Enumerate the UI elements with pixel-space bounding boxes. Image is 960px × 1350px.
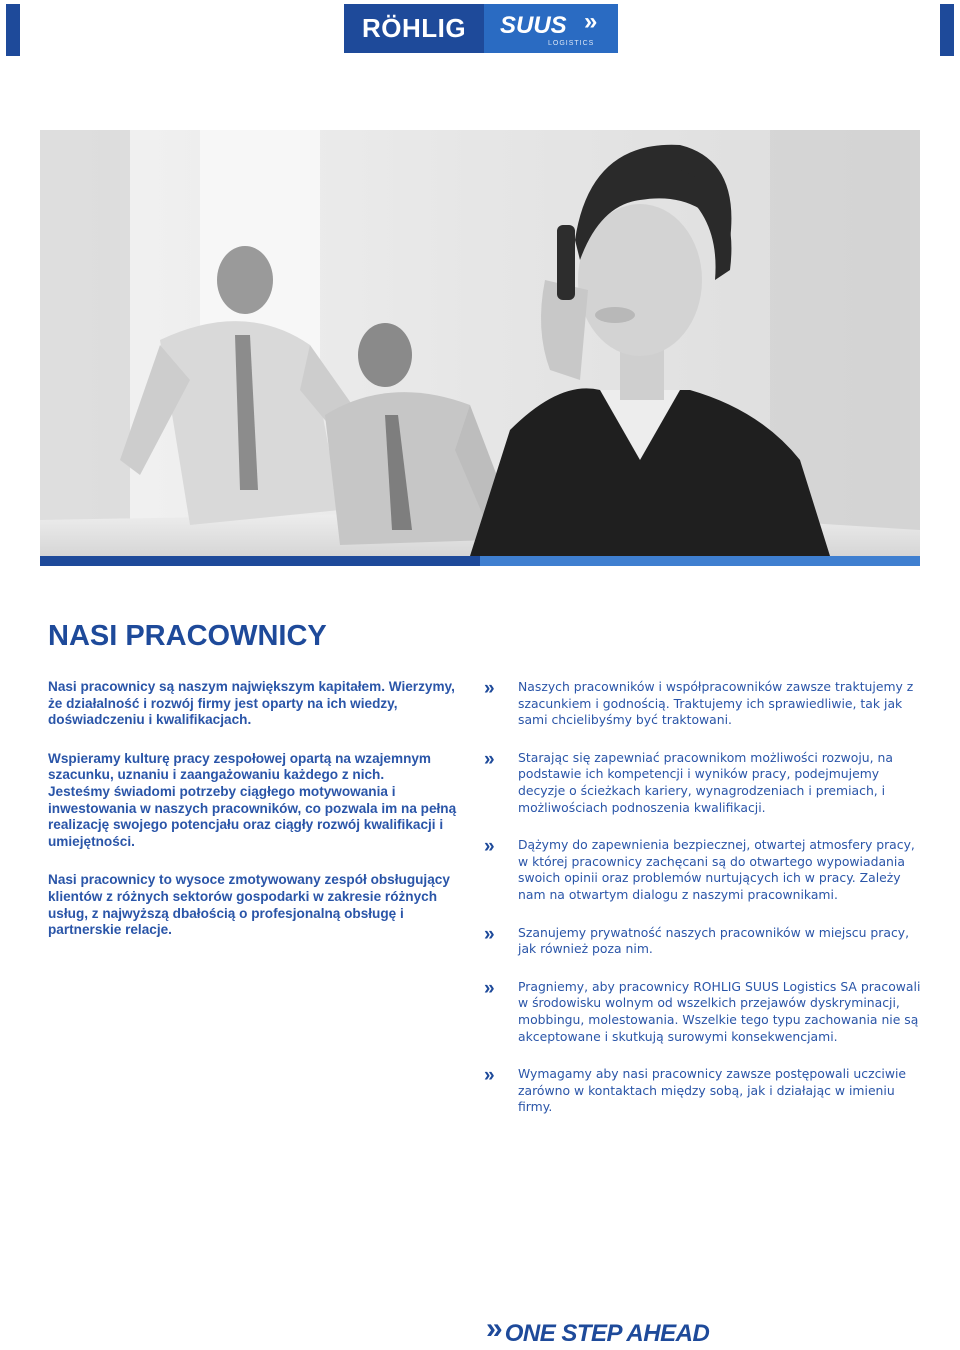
list-item-text: Szanujemy prywatność naszych pracowników w miejscu pracy, jak również poza nim. — [518, 924, 910, 957]
chevron-bullet-icon: » — [484, 748, 495, 770]
footer-slogan — [486, 1312, 710, 1350]
company-logo — [344, 4, 618, 53]
chevron-bullet-icon: » — [484, 1065, 495, 1087]
intro-column — [48, 679, 468, 961]
logo-rohlig-block — [344, 4, 484, 53]
logo-suus-block — [484, 4, 618, 53]
logo-suus-text: SUUS — [500, 12, 567, 39]
page-title: NASI PRACOWNICY — [48, 620, 327, 652]
hero-photo-illustration — [40, 130, 920, 556]
photo-color-band — [40, 556, 920, 566]
list-item — [484, 750, 924, 816]
corner-accent-left — [6, 4, 20, 56]
chevron-bullet-icon: » — [484, 977, 495, 999]
principles-list — [484, 679, 924, 1137]
slogan-chevron-icon: » — [486, 1312, 503, 1345]
chevron-bullet-icon: » — [484, 836, 495, 858]
list-item-text: Pragniemy, aby pracownicy ROHLIG SUUS Logistics SA pracowali w środowisku wolnym od wszelkich przejawów dyskryminacji, mobbingu, molestowania. Wszelkie tego typu zachowania nie są akceptowane i skutkują surowymi konsekwencjami. — [518, 978, 921, 1044]
chevron-bullet-icon: » — [484, 678, 495, 699]
logo-rohlig-text: RÖHLIG — [361, 13, 467, 43]
hero-photo — [40, 130, 920, 556]
intro-paragraph-2: Wspieramy kulturę pracy zespołowej opartą na wzajemnym szacunku, uznaniu i zaangażowaniu każdego z nich. — [48, 750, 432, 783]
list-item — [484, 837, 924, 903]
slogan-text: ONE STEP AHEAD — [504, 1320, 710, 1347]
list-item-text: Naszych pracowników i współpracowników zawsze traktujemy z szacunkiem i godnością. Traktujemy ich sprawiedliwie, tak jak sami chcielibyśmy być traktowani. — [518, 679, 914, 728]
logo-chevron-icon: » — [584, 8, 598, 35]
logo-logistics-text: LOGISTICS — [548, 40, 595, 47]
intro-paragraph-1: Nasi pracownicy są naszym największym kapitałem. Wierzymy, że działalność i rozwój firmy jest oparty na ich wiedzy, doświadczeniu i kwalifikacjach. — [48, 679, 455, 728]
list-item-text: Dążymy do zapewnienia bezpiecznej, otwartej atmosfery pracy, w której pracownicy zachęcani są do otwartego wypowiadania swoich opinii oraz problemów nurtujących ich w pracy. Zależy nam na otwartym dialogu z naszymi pracownikami. — [518, 837, 915, 902]
intro-paragraph-3: Jesteśmy świadomi potrzeby ciągłego motywowania i inwestowania w naszych pracowników, co pozwala im na pełną realizację swojego potencjału oraz ciągły rozwój kwalifikacji i umiejętności. — [48, 783, 457, 849]
list-item-text: Starając się zapewniać pracownikom możliwości rozwoju, na podstawie ich kompetencji i wyników pracy, podejmujemy decyzje o ścieżkach kariery, wynagrodzeniach i premiach, i możliwościach podnoszenia kwalifikacji. — [518, 749, 893, 815]
list-item — [484, 925, 924, 958]
list-item — [484, 679, 924, 729]
chevron-bullet-icon: » — [484, 923, 495, 945]
list-item — [484, 979, 924, 1045]
list-item-text: Wymagamy aby nasi pracownicy zawsze postępowali uczciwie zarówno w kontaktach między sobą, jak i działając w imieniu firmy. — [518, 1066, 907, 1115]
intro-paragraph-4: Nasi pracownicy to wysoce zmotywowany zespół obsługujący klientów z różnych sektorów gospodarki w zakresie różnych usług, z najwyższą dbałością o profesjonalną obsługę i partnerskie relacje. — [48, 872, 450, 938]
band-dark-blue — [40, 556, 480, 566]
corner-accent-right — [940, 4, 954, 56]
list-item — [484, 1066, 924, 1116]
band-light-blue — [480, 556, 920, 566]
